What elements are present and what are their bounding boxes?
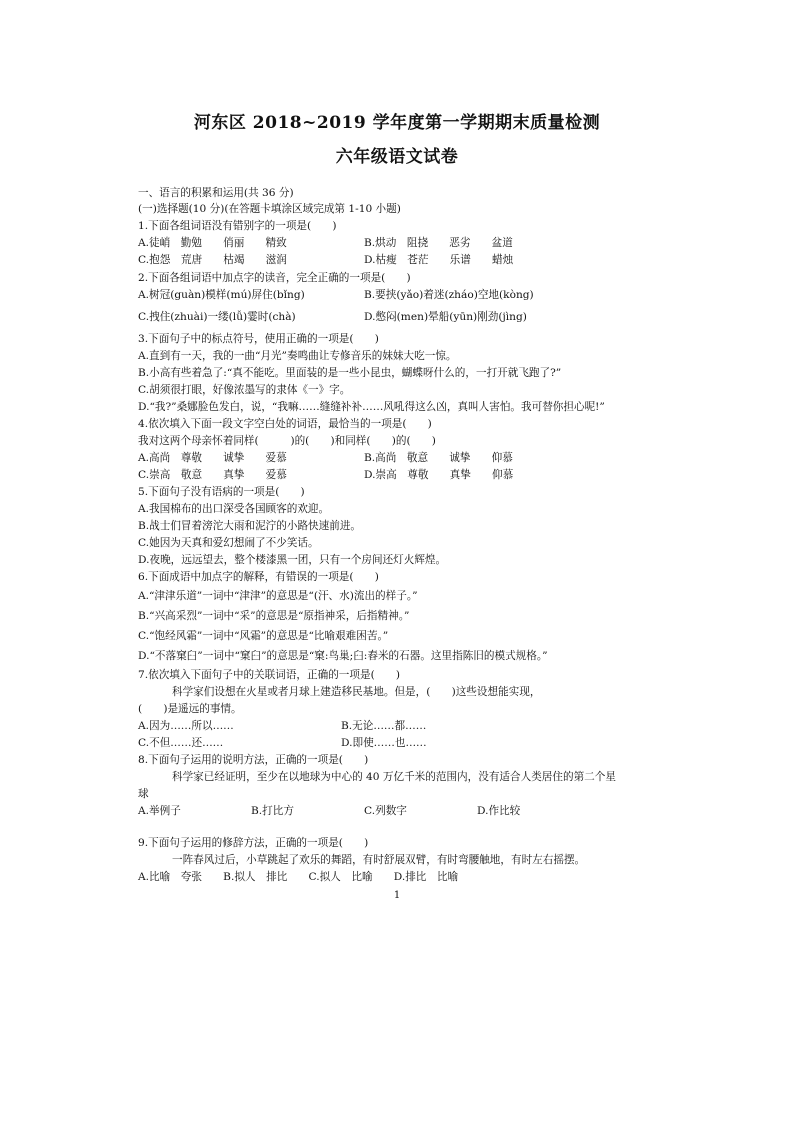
q1-stem: 1.下面各组词语没有错别字的一项是( ): [138, 220, 337, 232]
q2-stem: 2.下面各组词语中加点字的读音，完全正确的一项是( ): [138, 272, 411, 284]
q8-stem: 8.下面句子运用的说明方法，正确的一项是( ): [138, 754, 369, 766]
q3-option-d: D.“我?”桑娜脸色发白，说，“我嘛……缝缝补补……风吼得这么凶，真叫人害怕。我可替你担心呢!”: [138, 401, 605, 413]
q6-option-a: A.“津津乐道”一词中“津津”的意思是“(汗、水)流出的样子。”: [138, 590, 418, 602]
q7-option-c: C.不但……还……: [138, 737, 224, 749]
q5-stem: 5.下面句子没有语病的一项是( ): [138, 486, 305, 498]
q6-option-c: C.“饱经风霜”一词中“风霜”的意思是“比喻艰难困苦。”: [138, 630, 389, 642]
q8-text-line2: 球: [138, 788, 149, 800]
q7-option-b: B.无论……都……: [341, 720, 427, 732]
q7-text-line2: ( )是遥远的事情。: [138, 703, 242, 715]
q2-option-c: C.拽住(zhuài)一缕(lǚ)霎时(chà): [138, 311, 296, 323]
q5-option-d: D.夜晚，远远望去，整个楼漆黑一团，只有一个房间还灯火辉煌。: [138, 554, 447, 566]
q9-text: 一阵春风过后，小草跳起了欢乐的舞蹈，有时舒展双臂，有时弯腰触地，有时左右摇摆。: [172, 854, 586, 866]
part-heading: (一)选择题(10 分)(在答题卡填涂区域完成第 1-10 小题): [138, 203, 401, 215]
q2-option-d: D.憋闷(men)晕船(yūn)刚劲(jìng): [364, 311, 527, 323]
q1-option-c: C.抱怨 荒唐 枯竭 滋润: [138, 254, 287, 266]
q2-option-a: A.树冠(guàn)模样(mú)屏住(bǐng): [138, 289, 305, 301]
q6-option-d: D.“不落窠臼”一词中“窠臼”的意思是“窠:鸟巢;臼:舂米的石器。这里指陈旧的模式规格。”: [138, 650, 548, 662]
exam-title: 河东区 2018~2019 学年度第一学期期末质量检测: [193, 113, 601, 133]
q4-option-a: A.高尚 尊敬 诚挚 爱慕: [138, 452, 287, 464]
page-number: 1: [393, 890, 401, 901]
q5-option-a: A.我国棉布的出口深受各国顾客的欢迎。: [138, 503, 330, 515]
q4-stem: 4.依次填入下面一段文字空白处的词语，最恰当的一项是( ): [138, 418, 432, 430]
q4-option-b: B.高尚 敬意 诚挚 仰慕: [364, 452, 513, 464]
q9-stem: 9.下面句子运用的修辞方法，正确的一项是( ): [138, 837, 369, 849]
q8-option-a: A.举例子: [138, 805, 181, 817]
q2-option-b: B.要挟(yǎo)着迷(zháo)空地(kòng): [364, 289, 534, 301]
q7-stem: 7.依次填入下面句子中的关联词语，正确的一项是( ): [138, 669, 401, 681]
q4-option-d: D.崇高 尊敬 真挚 仰慕: [364, 469, 514, 481]
q1-option-b: B.烘动 阻挠 恶劣 盆道: [364, 237, 513, 249]
section-heading: 一、语言的积累和运用(共 36 分): [138, 187, 294, 199]
q4-option-c: C.崇高 敬意 真挚 爱慕: [138, 469, 287, 481]
q3-option-b: B.小高有些着急了:“真不能吃。里面装的是一些小昆虫，蝴蝶呀什么的，一打开就飞跑了?”: [138, 367, 562, 379]
q7-text-line1: 科学家们设想在火星或者月球上建造移民基地。但是，( )这些设想能实现，: [172, 686, 541, 698]
q5-option-b: B.战士们冒着滂沱大雨和泥泞的小路快速前进。: [138, 520, 362, 532]
q8-option-c: C.列数字: [364, 805, 407, 817]
q8-option-d: D.作比较: [477, 805, 521, 817]
q3-option-c: C.胡须很打眼，好像浓墨写的隶体《一》字。: [138, 384, 351, 396]
q4-text: 我对这两个母亲怀着同样( )的( )和同样( )的( ): [138, 435, 436, 447]
q8-option-b: B.打比方: [251, 805, 294, 817]
q6-stem: 6.下面成语中加点字的解释，有错误的一项是( ): [138, 571, 379, 583]
exam-subtitle: 六年级语文试卷: [335, 147, 459, 167]
q9-options: A.比喻 夸张 B.拟人 排比 C.拟人 比喻 D.排比 比喻: [138, 871, 459, 883]
q1-option-a: A.徒峭 勤勉 俏丽 精致: [138, 237, 287, 249]
q7-option-d: D.即使……也……: [341, 737, 427, 749]
q3-option-a: A.直到有一天，我的一曲“月光”奏鸣曲让专修音乐的妹妹大吃一惊。: [138, 350, 457, 362]
q1-option-d: D.枯瘦 苍茫 乐谱 蜡烛: [364, 254, 514, 266]
q6-option-b: B.“兴高采烈”一词中“采”的意思是“原指神采，后指精神。”: [138, 610, 410, 622]
q5-option-c: C.她因为天真和爱幻想闹了不少笑话。: [138, 537, 319, 549]
q7-option-a: A.因为……所以……: [138, 720, 234, 732]
q3-stem: 3.下面句子中的标点符号，使用正确的一项是( ): [138, 333, 379, 345]
q8-text-line1: 科学家已经证明，至少在以地球为中心的 40 万亿千米的范围内，没有适合人类居住的第二个星: [172, 771, 616, 783]
